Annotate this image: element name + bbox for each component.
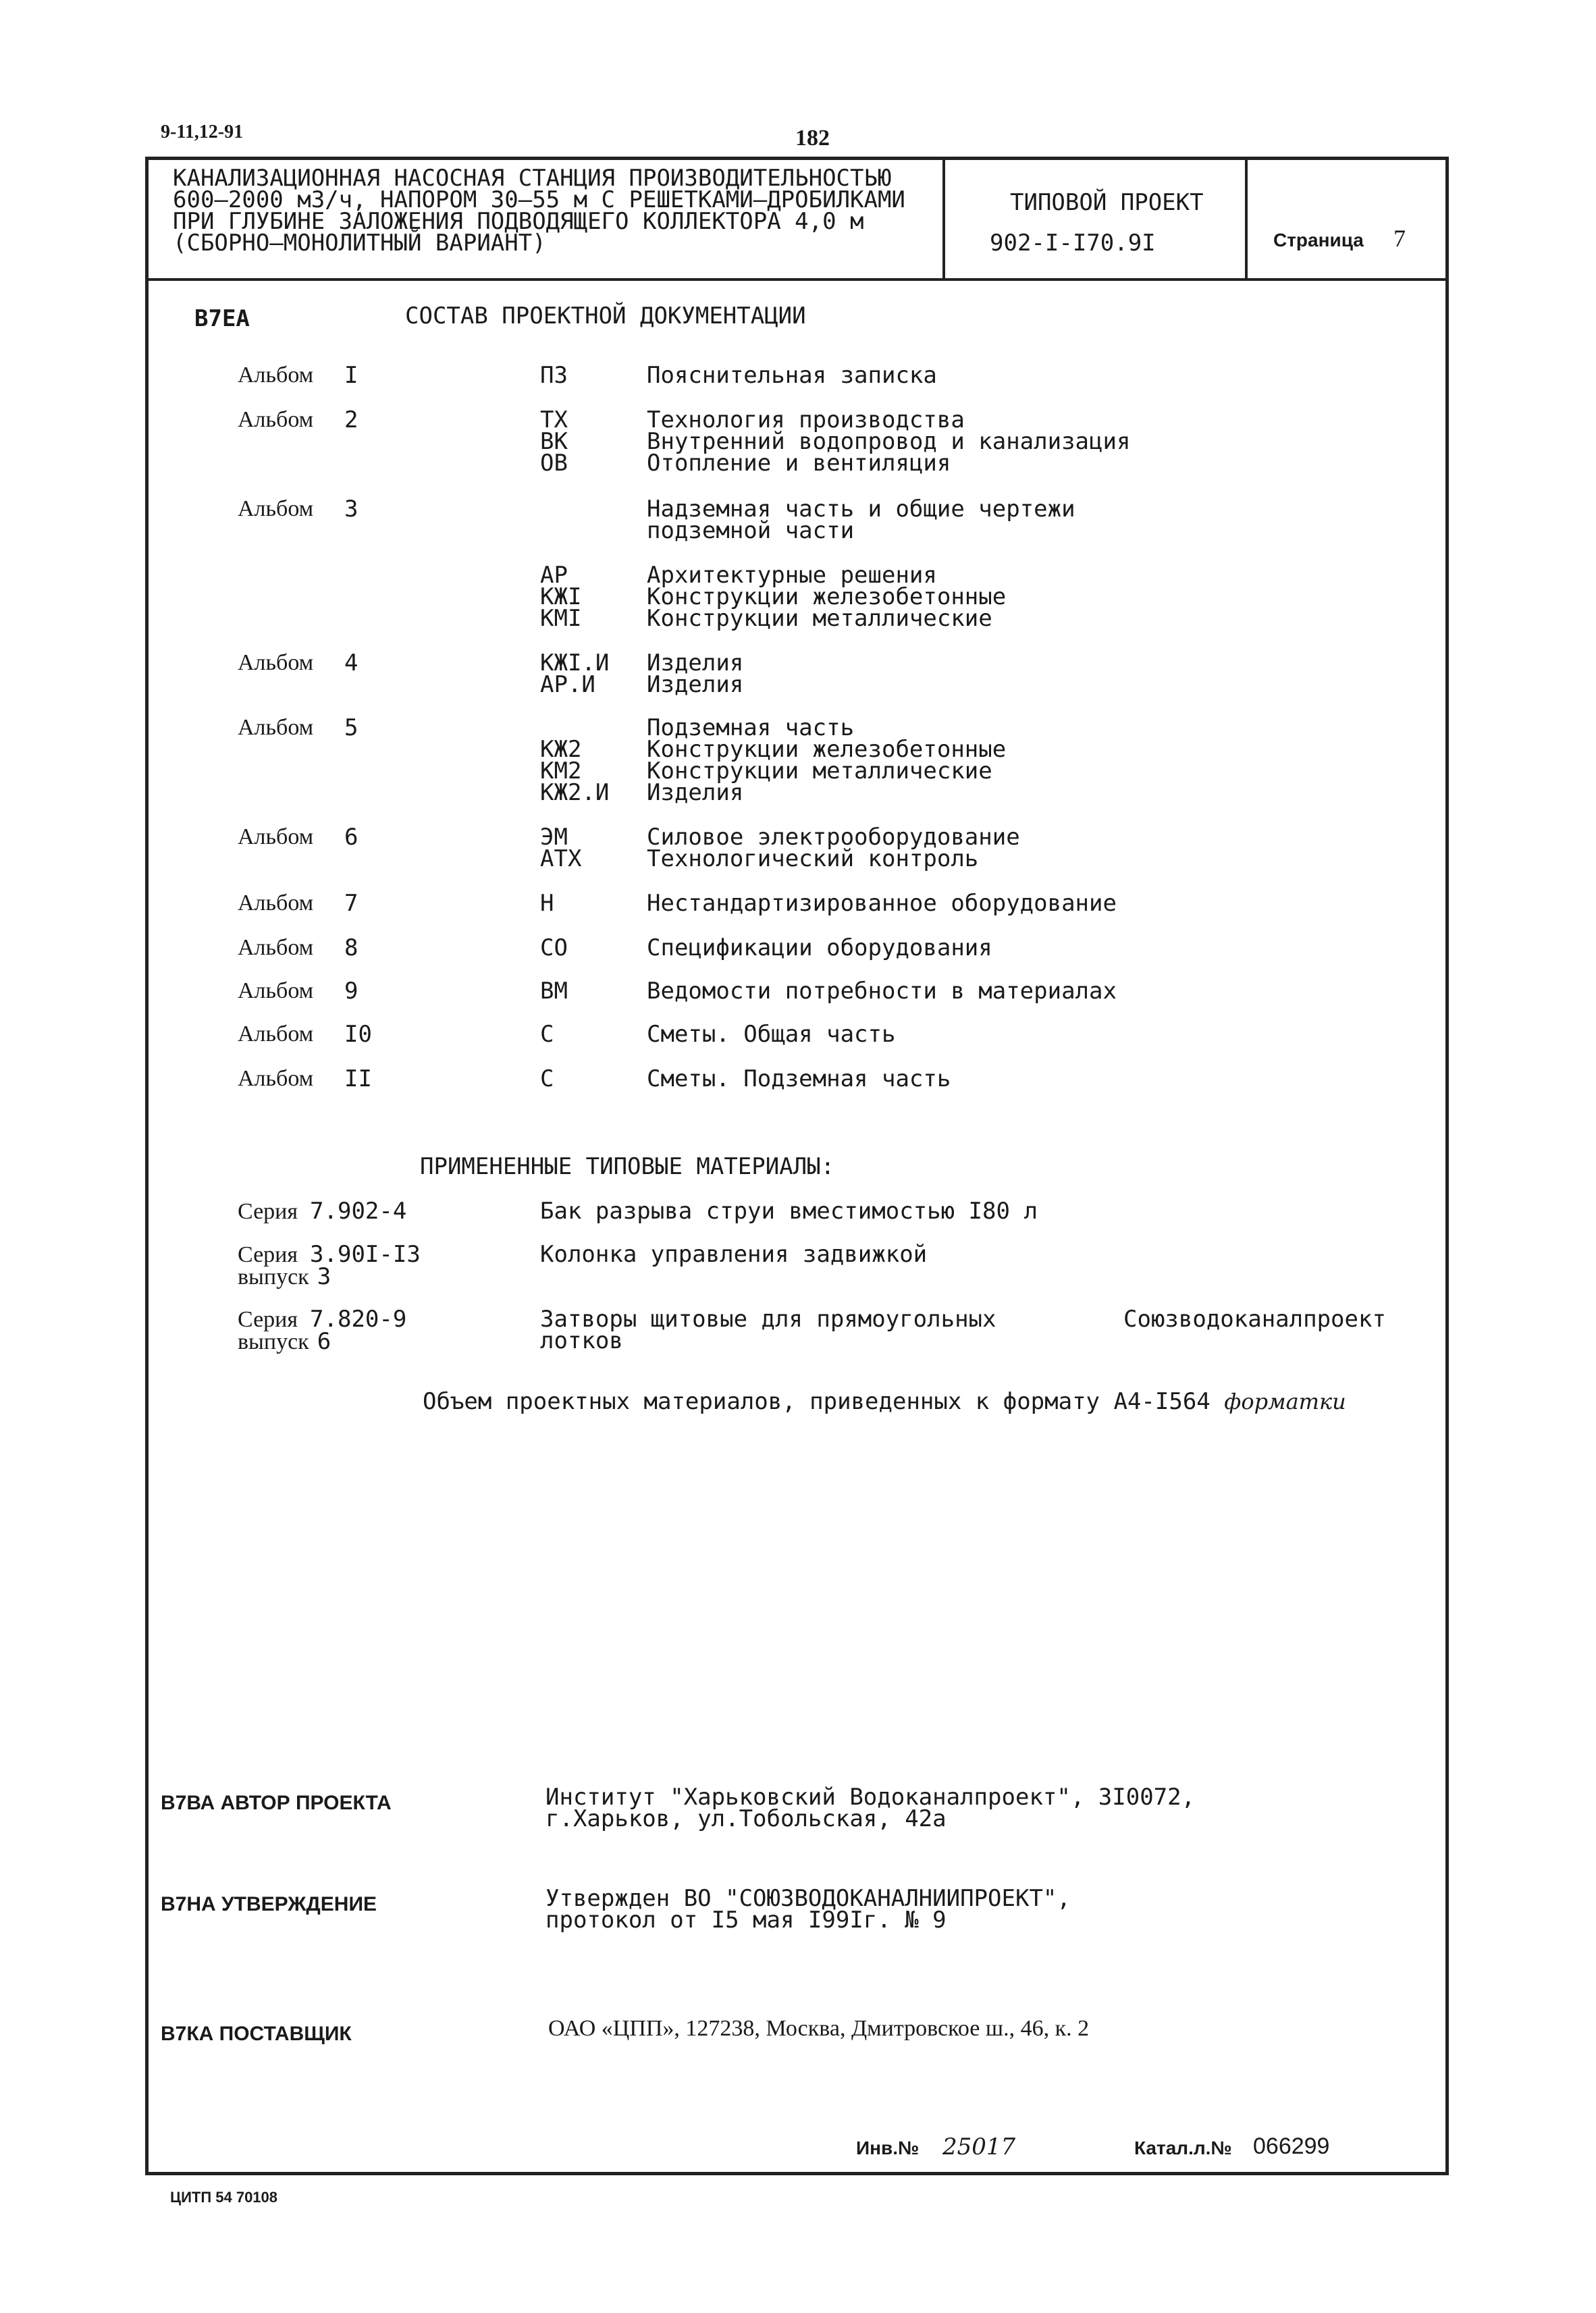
typical-project-label: ТИПОВОЙ ПРОЕКТ bbox=[1010, 189, 1204, 216]
inventory-label: Инв.№ bbox=[856, 2137, 920, 2158]
title-block-separator-1 bbox=[942, 157, 945, 280]
album-codes bbox=[540, 1021, 554, 1048]
material-issue-line bbox=[238, 1263, 421, 1290]
album-label: Альбом bbox=[238, 407, 314, 432]
album-code: АТХ bbox=[540, 845, 582, 872]
album-code: АР.И bbox=[540, 671, 595, 698]
album-label: Альбом bbox=[238, 496, 314, 521]
album-number: 7 bbox=[344, 890, 358, 917]
project-title-line: (СБОРНО–МОНОЛИТНЫЙ ВАРИАНТ) bbox=[173, 230, 546, 257]
album-codes bbox=[540, 649, 610, 698]
title-block-divider bbox=[145, 278, 1449, 281]
material-organization: Союзводоканалпроект bbox=[1123, 1306, 1386, 1333]
album-code: ЭМ bbox=[540, 824, 568, 851]
series-label: Серия bbox=[238, 1199, 298, 1224]
album-codes bbox=[540, 826, 581, 870]
album-description bbox=[647, 562, 1007, 632]
project-title-line: 600–2000 м3/ч, НАПОРОМ 30–55 м С РЕШЕТКАМИ–ДРОБИЛКАМИ bbox=[173, 186, 905, 213]
approval-details bbox=[546, 1885, 1071, 1934]
material-description bbox=[540, 1241, 928, 1268]
album-number: I0 bbox=[344, 1021, 372, 1048]
album-code: КЖ2 bbox=[540, 736, 582, 763]
page-label: Страница bbox=[1273, 230, 1364, 250]
author-line: Институт "Харьковский Водоканалпроект", 3I0072, bbox=[546, 1784, 1196, 1811]
issue-label: выпуск bbox=[238, 1329, 309, 1354]
issue-label: выпуск bbox=[238, 1265, 309, 1290]
print-code: ЦИТП 54 70108 bbox=[170, 2189, 278, 2206]
album-description-line: Конструкции металлические bbox=[647, 757, 992, 785]
composition-heading: СОСТАВ ПРОЕКТНОЙ ДОКУМЕНТАЦИИ bbox=[405, 302, 806, 329]
materials-heading: ПРИМЕНЕННЫЕ ТИПОВЫЕ МАТЕРИАЛЫ: bbox=[420, 1153, 835, 1180]
issue-number: 3 bbox=[317, 1263, 331, 1290]
volume-text bbox=[423, 1388, 1346, 1415]
album-number: 6 bbox=[344, 824, 358, 851]
project-title-line: ПРИ ГЛУБИНЕ ЗАЛОЖЕНИЯ ПОДВОДЯЩЕГО КОЛЛЕКТОРА 4,0 м bbox=[173, 208, 864, 235]
title-block-separator-2 bbox=[1245, 157, 1248, 280]
album-code: ВМ bbox=[540, 978, 568, 1005]
series-number: 3.90I-I3 bbox=[310, 1241, 421, 1268]
album-description-line: подземной части bbox=[647, 517, 855, 544]
page-value: 7 bbox=[1393, 225, 1406, 252]
album-description-line: Подземная часть bbox=[647, 714, 855, 741]
album-description-line: Надземная часть и общие чертежи bbox=[647, 496, 1075, 523]
album-number: 3 bbox=[344, 496, 358, 523]
album-codes bbox=[540, 717, 610, 806]
album-description bbox=[647, 934, 992, 961]
album-codes bbox=[540, 978, 568, 1005]
album-description bbox=[647, 406, 1131, 477]
material-description-line: лотков bbox=[540, 1327, 623, 1354]
album-description bbox=[647, 1065, 951, 1092]
series-label: Серия bbox=[238, 1307, 298, 1332]
album-code: ПЗ bbox=[540, 362, 568, 389]
album-code: КЖI.И bbox=[540, 649, 610, 676]
album-number: II bbox=[344, 1065, 372, 1092]
catalog-label: Катал.л.№ bbox=[1134, 2137, 1232, 2158]
album-code: АР bbox=[540, 562, 568, 589]
album-description-line: Технология производства bbox=[647, 406, 965, 433]
supplier-label: В7КА ПОСТАВЩИК bbox=[161, 2023, 352, 2045]
album-description-line: Изделия bbox=[647, 649, 744, 676]
material-series bbox=[238, 1200, 406, 1223]
album-label: Альбом bbox=[238, 363, 314, 388]
album-description bbox=[647, 649, 744, 698]
album-description bbox=[647, 1021, 896, 1048]
album-code: Н bbox=[540, 890, 554, 917]
material-description bbox=[540, 1308, 996, 1352]
material-series bbox=[238, 1241, 421, 1290]
album-description-line: Изделия bbox=[647, 671, 744, 698]
album-number: 5 bbox=[344, 714, 358, 741]
page-number: 182 bbox=[795, 126, 830, 151]
album-description-line: Ведомости потребности в материалах bbox=[647, 978, 1117, 1005]
album-label: Альбом bbox=[238, 935, 314, 960]
album-description-line: Отопление и вентиляция bbox=[647, 450, 951, 477]
volume-handwritten: форматки bbox=[1224, 1389, 1346, 1414]
album-number: 2 bbox=[344, 406, 358, 433]
album-code: КМ2 bbox=[540, 757, 582, 785]
album-description-line: Силовое электрооборудование bbox=[647, 824, 1020, 851]
album-description-line: Архитектурные решения bbox=[647, 562, 937, 589]
album-code: ТХ bbox=[540, 406, 568, 433]
album-number: 4 bbox=[344, 649, 358, 676]
series-label: Серия bbox=[238, 1242, 298, 1267]
material-series bbox=[238, 1308, 406, 1353]
album-code: СО bbox=[540, 934, 568, 961]
album-number: I bbox=[344, 362, 358, 389]
album-label: Альбом bbox=[238, 715, 314, 740]
issue-number: 6 bbox=[317, 1328, 331, 1355]
album-codes bbox=[540, 406, 568, 477]
catalog-value: 066299 bbox=[1253, 2133, 1330, 2159]
album-code: КЖI bbox=[540, 583, 582, 610]
album-codes bbox=[540, 562, 582, 632]
approval-line: протокол от I5 мая I99Iг. № 9 bbox=[546, 1907, 947, 1934]
album-description bbox=[647, 362, 937, 389]
album-codes bbox=[540, 934, 568, 961]
album-code: ОВ bbox=[540, 450, 568, 477]
album-label: Альбом bbox=[238, 890, 314, 915]
album-description-line: Спецификации оборудования bbox=[647, 934, 992, 961]
series-number: 7.820-9 bbox=[310, 1306, 407, 1333]
project-title bbox=[173, 165, 905, 257]
material-series-line bbox=[238, 1200, 406, 1223]
album-code: КМI bbox=[540, 605, 582, 632]
album-description-line: Конструкции железобетонные bbox=[647, 736, 1007, 763]
material-issue-line bbox=[238, 1328, 406, 1355]
volume-text-body: Объем проектных материалов, приведенных к формату А4-I564 bbox=[423, 1388, 1211, 1415]
album-description bbox=[647, 826, 1020, 870]
album-code: С bbox=[540, 1021, 554, 1048]
album-description bbox=[647, 714, 1007, 806]
supplier-details: ОАО «ЦПП», 127238, Москва, Дмитровское ш., 46, к. 2 bbox=[548, 2016, 1090, 2041]
album-description-line: Технологический контроль bbox=[647, 845, 979, 872]
material-description-line: Колонка управления задвижкой bbox=[540, 1241, 928, 1268]
material-description bbox=[540, 1198, 1038, 1225]
album-description-line: Внутренний водопровод и канализация bbox=[647, 428, 1131, 455]
album-label: Альбом bbox=[238, 1021, 314, 1046]
composition-code: В7ЕА bbox=[194, 305, 250, 332]
album-code: С bbox=[540, 1065, 554, 1092]
approval-label: В7НА УТВЕРЖДЕНИЕ bbox=[161, 1893, 377, 1915]
album-number: 8 bbox=[344, 934, 358, 961]
album-description bbox=[647, 496, 1075, 544]
inventory-value: 25017 bbox=[942, 2133, 1016, 2160]
project-title-line: КАНАЛИЗАЦИОННАЯ НАСОСНАЯ СТАНЦИЯ ПРОИЗВОДИТЕЛЬНОСТЬЮ bbox=[173, 165, 892, 192]
album-description bbox=[647, 978, 1117, 1005]
material-description-line: Бак разрыва струи вместимостью I80 л bbox=[540, 1198, 1038, 1225]
album-codes bbox=[540, 1065, 554, 1092]
album-description-line: Конструкции металлические bbox=[647, 605, 992, 632]
album-description bbox=[647, 890, 1117, 917]
album-label: Альбом bbox=[238, 650, 314, 675]
material-description-line: Затворы щитовые для прямоугольных bbox=[540, 1306, 996, 1333]
album-label: Альбом bbox=[238, 824, 314, 849]
album-number: 9 bbox=[344, 978, 358, 1005]
album-code: КЖ2.И bbox=[540, 779, 610, 806]
project-number: 902-I-I70.9I bbox=[990, 230, 1156, 257]
album-description-line: Изделия bbox=[647, 779, 744, 806]
approval-line: Утвержден ВО "СОЮЗВОДОКАНАЛНИИПРОЕКТ", bbox=[546, 1885, 1071, 1912]
author-line: г.Харьков, ул.Тобольская, 42а bbox=[546, 1805, 947, 1832]
album-description-line: Сметы. Общая часть bbox=[647, 1021, 896, 1048]
album-label: Альбом bbox=[238, 978, 314, 1003]
series-number: 7.902-4 bbox=[310, 1198, 407, 1225]
album-description-line: Конструкции железобетонные bbox=[647, 583, 1007, 610]
author-details bbox=[546, 1786, 1195, 1830]
series-code: 9-11,12-91 bbox=[161, 122, 244, 142]
album-code: ВК bbox=[540, 428, 568, 455]
author-label: В7ВА АВТОР ПРОЕКТА bbox=[161, 1792, 392, 1814]
album-codes bbox=[540, 362, 568, 389]
album-codes bbox=[540, 890, 554, 917]
album-description-line: Пояснительная записка bbox=[647, 362, 937, 389]
album-label: Альбом bbox=[238, 1066, 314, 1091]
album-description-line: Сметы. Подземная часть bbox=[647, 1065, 951, 1092]
album-description-line: Нестандартизированное оборудование bbox=[647, 890, 1117, 917]
